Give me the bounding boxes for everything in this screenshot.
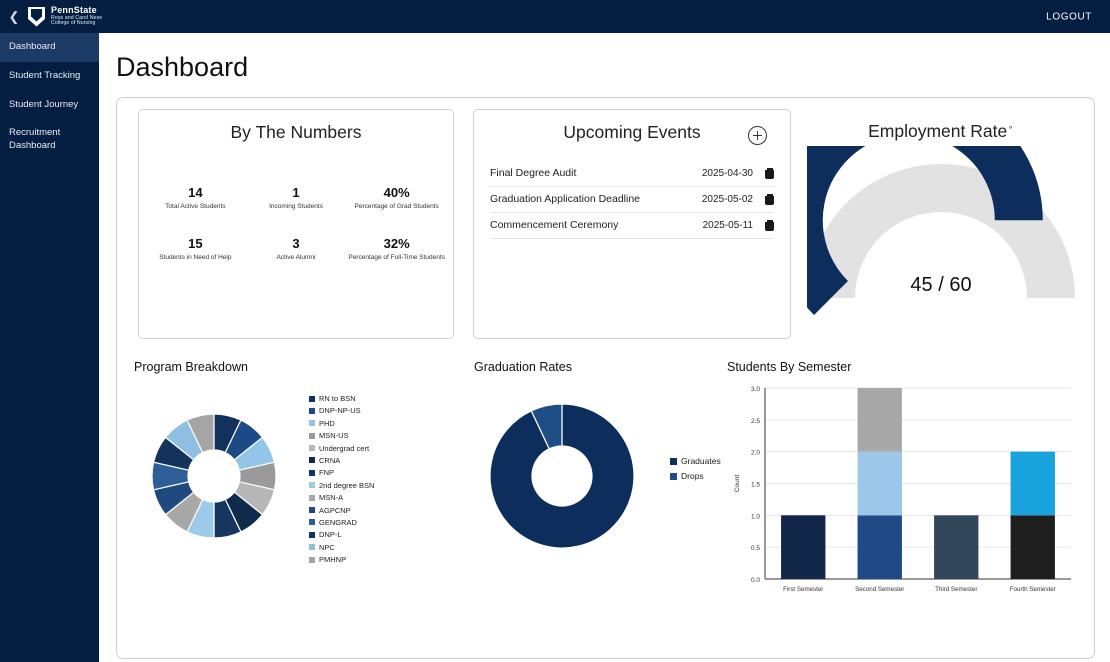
bar-segment[interactable] bbox=[781, 515, 825, 579]
stat-label: Percentage of Full-Time Students bbox=[348, 254, 445, 261]
by-the-numbers-title: By The Numbers bbox=[230, 122, 362, 142]
bar-segment[interactable] bbox=[858, 515, 902, 579]
stat-students-need-help bbox=[145, 236, 246, 261]
legend-item bbox=[309, 456, 374, 465]
brand-line-1: Ross and Carol Nese bbox=[51, 14, 103, 21]
upcoming-events-card bbox=[473, 109, 791, 339]
legend-label: Undergrad cert bbox=[319, 443, 370, 453]
event-date: 2025-05-11 bbox=[702, 219, 753, 231]
shield-icon bbox=[28, 7, 45, 27]
legend-label: RN to BSN bbox=[319, 394, 356, 403]
by-the-numbers-card bbox=[138, 109, 454, 339]
legend-item bbox=[670, 456, 721, 466]
legend-item bbox=[309, 518, 374, 527]
stat-value: 1 bbox=[292, 185, 300, 200]
employment-rate-card bbox=[807, 109, 1075, 339]
sidebar-item-student-tracking[interactable]: Student Tracking bbox=[9, 69, 81, 81]
trash-icon[interactable] bbox=[765, 168, 774, 179]
plus-circle-icon[interactable] bbox=[748, 126, 767, 145]
y-tick-label: 3.0 bbox=[750, 386, 760, 393]
stats-grid bbox=[139, 185, 453, 261]
brand-name: PennState bbox=[51, 5, 97, 16]
stat-percentage-full-time bbox=[346, 236, 447, 261]
list-item[interactable] bbox=[490, 161, 774, 187]
legend-swatch bbox=[309, 544, 315, 550]
stat-label: Students in Need of Help bbox=[159, 254, 232, 261]
legend-swatch bbox=[309, 495, 315, 501]
y-tick-label: 0.5 bbox=[750, 545, 760, 553]
legend-label: PMHNP bbox=[319, 555, 347, 565]
sidebar bbox=[0, 33, 99, 662]
legend-item bbox=[309, 406, 374, 415]
legend-item bbox=[309, 493, 374, 502]
bar-chart-svg bbox=[727, 374, 1077, 619]
legend-item bbox=[670, 471, 721, 481]
stat-label: Incoming Students bbox=[269, 203, 323, 210]
event-list bbox=[474, 161, 790, 239]
logout-button[interactable]: LOGOUT bbox=[1046, 11, 1092, 22]
x-tick-label: Fourth Semester bbox=[1009, 586, 1056, 593]
sidebar-item-student-journey[interactable]: Student Journey bbox=[9, 98, 79, 110]
bar-segment[interactable] bbox=[1011, 452, 1055, 516]
upcoming-events-title: Upcoming Events bbox=[563, 122, 701, 142]
legend-swatch bbox=[309, 532, 315, 538]
legend-item bbox=[309, 481, 374, 490]
stat-label: Active Alumni bbox=[276, 254, 316, 261]
x-tick-label: First Semester bbox=[783, 586, 824, 593]
legend-label: MSN-US bbox=[319, 431, 349, 441]
brand-line-2: College of Nursing bbox=[51, 20, 96, 27]
event-name: Final Degree Audit bbox=[490, 167, 577, 179]
sidebar-item-recruitment-dashboard[interactable]: Recruitment Dashboard bbox=[9, 127, 61, 152]
chart-legend-graduation bbox=[670, 456, 721, 486]
main-content bbox=[99, 33, 1110, 662]
bar-segment[interactable] bbox=[858, 388, 902, 452]
legend-label: AGPCNP bbox=[319, 505, 351, 515]
y-tick-label: 1.5 bbox=[750, 481, 760, 489]
list-item[interactable] bbox=[490, 213, 774, 239]
legend-label: Graduates bbox=[681, 456, 721, 466]
gauge-chart bbox=[807, 146, 1075, 322]
legend-swatch bbox=[309, 445, 315, 451]
legend-swatch bbox=[309, 420, 315, 426]
stat-label: Total Active Students bbox=[165, 203, 226, 210]
legend-label: DNP-L bbox=[319, 530, 342, 540]
legend-swatch bbox=[309, 557, 315, 563]
y-axis-label: Count bbox=[734, 474, 741, 493]
y-tick-label: 1.0 bbox=[750, 513, 760, 521]
y-tick-label: 2.5 bbox=[750, 417, 760, 425]
legend-item bbox=[309, 394, 374, 403]
legend-label: PHD bbox=[319, 418, 335, 428]
event-date: 2025-04-30 bbox=[701, 167, 753, 179]
stat-value: 40% bbox=[383, 185, 410, 200]
legend-swatch bbox=[670, 473, 677, 480]
page-title: Dashboard bbox=[116, 52, 249, 82]
chevron-left-icon[interactable]: ❮ bbox=[8, 8, 20, 24]
legend-label: NPC bbox=[319, 542, 335, 552]
legend-label: 2nd degree BSN bbox=[319, 480, 375, 490]
employment-rate-label: Employment Rate bbox=[868, 121, 1008, 141]
stat-incoming-students bbox=[246, 185, 347, 210]
legend-label: GENGRAD bbox=[319, 517, 357, 527]
dashboard-panel bbox=[116, 97, 1095, 659]
bar-segment[interactable] bbox=[934, 515, 978, 579]
legend-item bbox=[309, 543, 374, 552]
stat-value: 14 bbox=[188, 185, 203, 200]
info-icon[interactable]: ⚬ bbox=[1007, 123, 1014, 133]
stat-value: 3 bbox=[292, 236, 300, 251]
legend-item bbox=[309, 506, 374, 515]
trash-icon[interactable] bbox=[765, 220, 774, 231]
event-date: 2025-05-02 bbox=[701, 193, 753, 205]
bar-segment[interactable] bbox=[1011, 515, 1055, 579]
students-by-semester-chart bbox=[727, 360, 1087, 624]
legend-item bbox=[309, 444, 374, 453]
legend-swatch bbox=[309, 470, 315, 476]
chart-title: Students By Semester bbox=[727, 360, 852, 374]
event-name: Graduation Application Deadline bbox=[490, 193, 641, 205]
stat-percentage-grad-students bbox=[346, 185, 447, 210]
legend-swatch bbox=[309, 433, 315, 439]
legend-item bbox=[309, 419, 374, 428]
legend-swatch bbox=[670, 458, 677, 465]
legend-swatch bbox=[309, 457, 315, 463]
x-tick-label: Second Semester bbox=[855, 586, 905, 593]
sidebar-item-dashboard[interactable]: Dashboard bbox=[0, 33, 99, 62]
y-tick-label: 2.0 bbox=[750, 449, 760, 457]
legend-item bbox=[309, 431, 374, 440]
chart-legend-program bbox=[309, 394, 374, 567]
legend-swatch bbox=[309, 396, 315, 402]
trash-icon[interactable] bbox=[765, 194, 774, 205]
legend-label: FNP bbox=[319, 468, 334, 478]
x-tick-label: Third Semester bbox=[935, 586, 978, 593]
event-name: Commencement Ceremony bbox=[490, 219, 619, 231]
chart-title: Graduation Rates bbox=[474, 360, 572, 374]
legend-swatch bbox=[309, 507, 315, 513]
legend-item bbox=[309, 555, 374, 564]
legend-label: CRNA bbox=[319, 455, 341, 465]
legend-swatch bbox=[309, 408, 315, 414]
chart-title: Program Breakdown bbox=[134, 360, 248, 374]
stat-label: Percentage of Grad Students bbox=[354, 203, 439, 210]
legend-swatch bbox=[309, 519, 315, 525]
donut-chart-graduation bbox=[474, 384, 654, 569]
legend-label: Drops bbox=[681, 471, 704, 481]
stat-total-active-students bbox=[145, 185, 246, 210]
legend-item bbox=[309, 530, 374, 539]
legend-label: MSN-A bbox=[319, 493, 344, 503]
donut-chart-program bbox=[134, 384, 299, 564]
program-breakdown-chart bbox=[134, 360, 464, 567]
y-tick-label: 0.0 bbox=[750, 577, 760, 584]
employment-rate-title bbox=[807, 121, 1075, 142]
gauge-value: 45 / 60 bbox=[910, 274, 972, 296]
stat-value: 32% bbox=[383, 236, 410, 251]
top-bar bbox=[0, 0, 1110, 33]
brand-logo bbox=[28, 6, 102, 26]
list-item[interactable] bbox=[490, 187, 774, 213]
bar-segment[interactable] bbox=[858, 452, 902, 516]
legend-label: DNP-NP-US bbox=[319, 406, 361, 416]
stat-active-alumni bbox=[246, 236, 347, 261]
stat-value: 15 bbox=[188, 236, 203, 251]
legend-item bbox=[309, 468, 374, 477]
legend-swatch bbox=[309, 482, 315, 488]
